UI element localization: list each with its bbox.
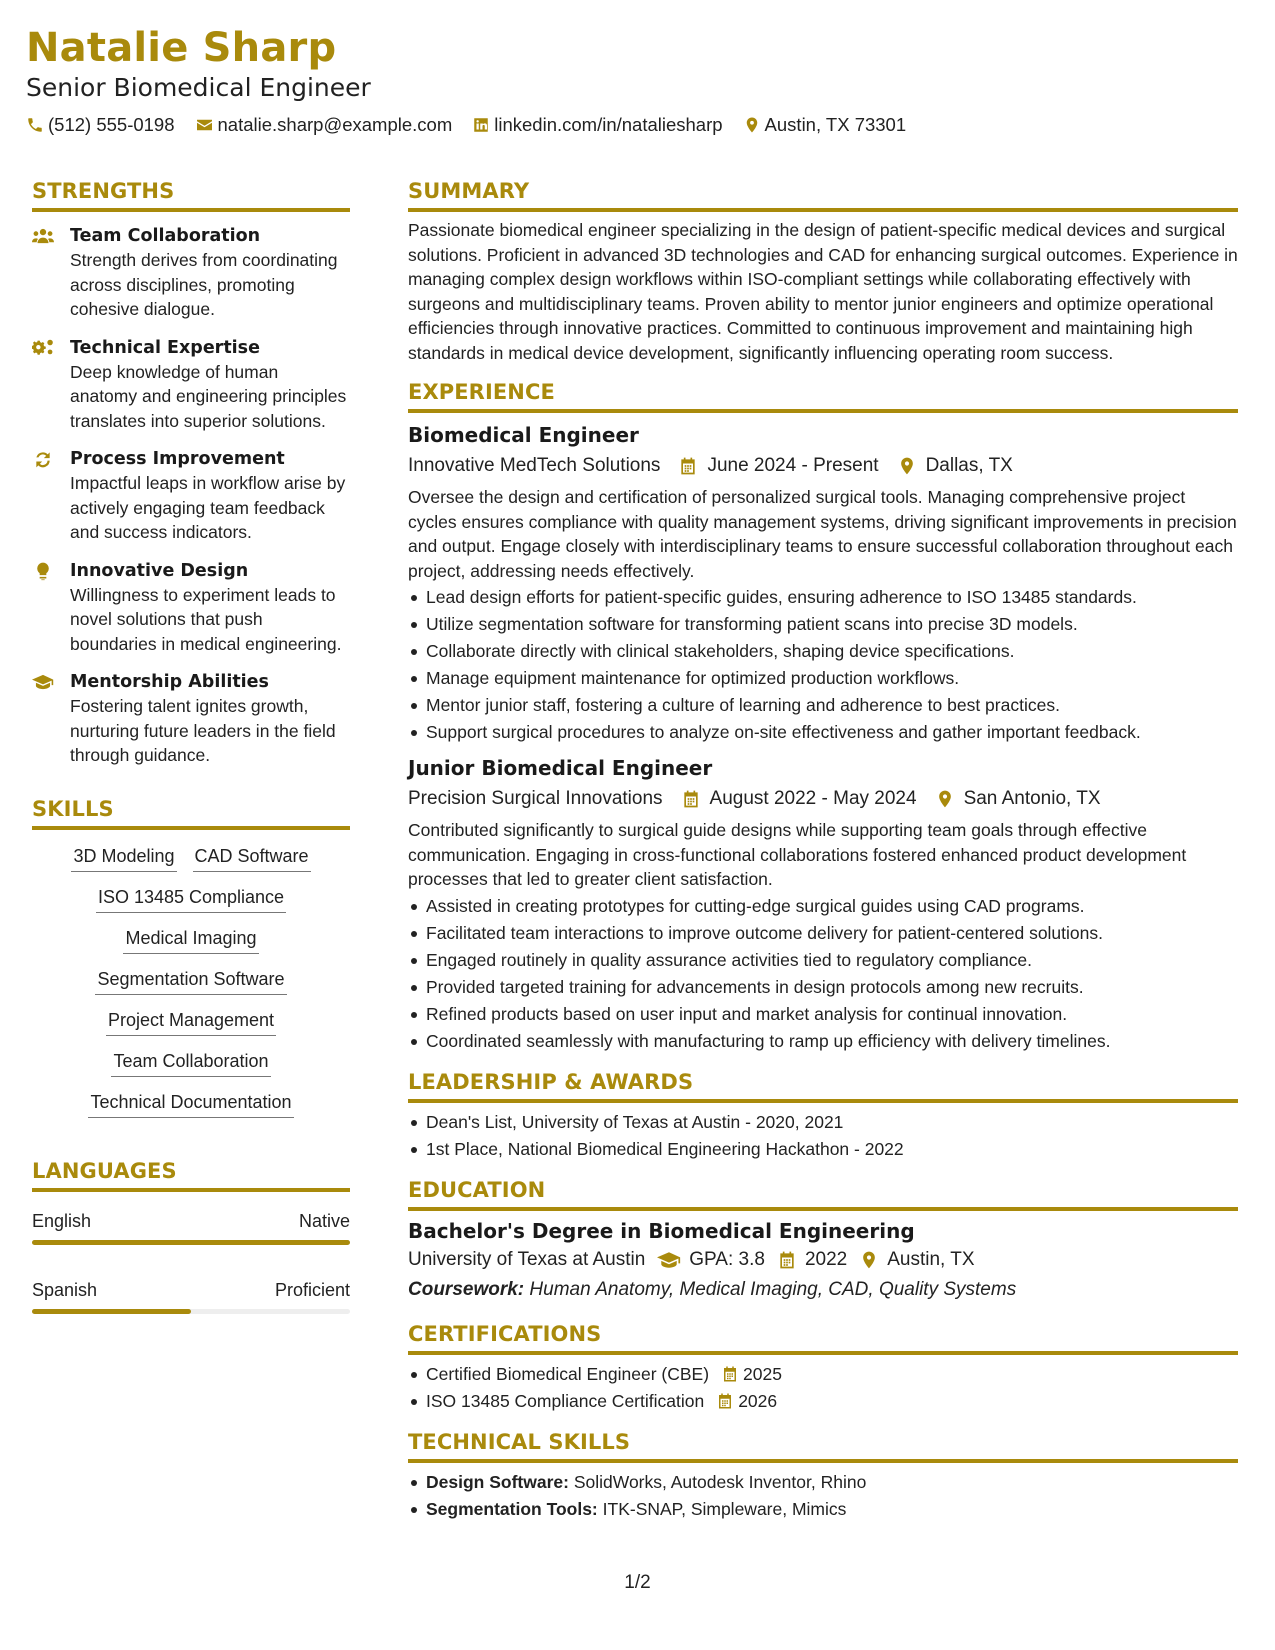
map-pin-icon [897,456,917,476]
skill-tag: Project Management [106,1008,276,1036]
education-location-group [859,1245,974,1275]
strength-desc: Willingness to experiment leads to novel solutions that push boundaries in medical engineering. [70,584,342,654]
contact-linkedin[interactable] [472,114,722,136]
technical-skills-list [408,1469,1238,1523]
job-title: Biomedical Engineer [408,423,639,447]
job-entry [408,754,1238,1055]
contact-email[interactable] [195,114,453,136]
education-coursework [408,1275,1238,1305]
certification-name: ISO 13485 Compliance Certification [426,1390,705,1411]
job-entry [408,421,1238,746]
education-year-group [777,1245,847,1275]
map-pin-icon [859,1250,879,1270]
calendar-icon [681,789,701,809]
job-location-group [897,451,1013,481]
language-level-fill [32,1309,191,1314]
job-description: Oversee the design and certification of personalized surgical tools. Managing comprehensive project cycles ensures compliance with quality management systems, driving significant improvements in precision and output. Engage closely with interdisciplinary teams to ensure successful collaboration throughout each project, addressing needs effectively. [408,487,1237,581]
strength-title: Mentorship Abilities [70,672,269,692]
language-level-bar [32,1309,350,1314]
certification-year: 2026 [738,1390,778,1411]
left-column [32,176,350,1314]
job-dates: June 2024 - Present [707,455,879,476]
job-bullet: Manage equipment maintenance for optimized production workflows. [408,665,1238,692]
job-location: San Antonio, TX [963,788,1101,809]
strength-item [32,559,350,657]
certifications-list [408,1361,1238,1415]
job-title: Junior Biomedical Engineer [408,756,713,780]
job-meta [408,451,1238,481]
job-bullet: Coordinated seamlessly with manufacturing to ramp up efficiency with delivery timelines. [408,1028,1238,1055]
strengths-list [32,224,350,768]
certification-name: Certified Biomedical Engineer (CBE) [426,1363,710,1384]
resume-header [26,24,1246,136]
skills-list [32,844,350,1118]
gears-icon [32,338,54,358]
job-dates-group [681,784,917,814]
language-item [32,1208,350,1245]
calendar-icon [777,1250,797,1270]
certification-item [408,1361,1238,1388]
technical-skill-label: Segmentation Tools: [426,1498,598,1519]
linkedin-icon [472,116,490,134]
calendar-icon [716,1392,734,1410]
language-item [32,1277,350,1314]
skill-tag: CAD Software [193,844,311,872]
graduation-cap-icon [32,672,54,692]
strength-title: Technical Expertise [70,337,260,358]
education-heading: EDUCATION [408,1175,1238,1211]
education-year: 2022 [804,1248,848,1270]
candidate-name: Natalie Sharp [26,25,337,71]
strengths-heading: STRENGTHS [32,176,350,212]
job-bullet: Utilize segmentation software for transforming patient scans into precise 3D models. [408,611,1238,638]
job-bullet: Assisted in creating prototypes for cutting-edge surgical guides using CAD programs. [408,893,1238,920]
job-location-group [935,784,1101,814]
skills-heading: SKILLS [32,794,350,830]
job-bullet: Mentor junior staff, fostering a culture of learning and adherence to best practices. [408,692,1238,719]
contact-phone [26,114,175,136]
language-level: Native [298,1210,350,1231]
experience-heading: EXPERIENCE [408,377,1238,413]
contact-row [26,114,1246,136]
job-meta [408,784,1238,814]
skill-tag: Team Collaboration [111,1049,270,1077]
language-level-fill [32,1240,350,1245]
technical-skill-value: ITK-SNAP, Simpleware, Mimics [602,1498,847,1519]
summary-text: Passionate biomedical engineer specializing in the design of patient-specific medical devices and surgical solutions. Proficient in advanced 3D technologies and CAD for enhancing surgical outcomes. Experience in managing complex design workflows within ISO-compliant settings while collaborating effectively with surgeons and multidisciplinary teams. Proven ability to mentor junior engineers and optimize operational efficiencies through innovative practices. Committed to continuous improvement and maintaining high standards in medical device development, significantly influencing operating room success. [408,220,1238,363]
job-bullet: Facilitated team interactions to improve outcome delivery for patient-centered solutions. [408,920,1238,947]
envelope-icon [195,116,214,134]
sync-icon [32,449,54,469]
certifications-heading: CERTIFICATIONS [408,1319,1238,1355]
map-pin-icon [935,789,955,809]
phone-icon [26,116,44,134]
strength-title: Innovative Design [70,560,249,581]
language-level-bar [32,1240,350,1245]
certification-item [408,1388,1238,1415]
technical-skills-heading: TECHNICAL SKILLS [408,1427,1238,1463]
job-company: Innovative MedTech Solutions [408,455,661,476]
education-meta [408,1245,1238,1275]
education-degree: Bachelor's Degree in Biomedical Engineering [408,1218,915,1243]
job-company: Precision Surgical Innovations [408,788,663,809]
skill-tag: Medical Imaging [123,926,258,954]
users-icon [32,226,54,246]
technical-skill-label: Design Software: [426,1471,569,1492]
language-level: Proficient [274,1279,350,1300]
strength-item [32,336,350,434]
contact-location [743,114,907,136]
skill-tag: Segmentation Software [95,967,286,995]
education-school: University of Texas at Austin [408,1248,646,1270]
language-name: Spanish [32,1279,98,1300]
job-bullet: Support surgical procedures to analyze on-site effectiveness and gather important feedback. [408,719,1238,746]
strength-title: Team Collaboration [70,226,261,246]
job-bullets [408,893,1238,1055]
job-bullets [408,584,1238,746]
candidate-title: Senior Biomedical Engineer [26,73,371,102]
strength-item [32,447,350,545]
job-dates: August 2022 - May 2024 [709,788,917,809]
job-dates-group [678,451,878,481]
education-location: Austin, TX [887,1248,975,1270]
job-location: Dallas, TX [925,455,1013,476]
language-name: English [32,1210,92,1231]
awards-list [408,1109,1238,1163]
technical-skill-item [408,1469,1238,1496]
coursework-label: Coursework: [408,1278,525,1300]
job-bullet: Lead design efforts for patient-specific guides, ensuring adherence to ISO 13485 standards. [408,584,1238,611]
page-number: 1/2 [624,1572,651,1593]
awards-heading: LEADERSHIP & AWARDS [408,1067,1238,1103]
phone-text: (512) 555-0198 [48,114,175,135]
education-gpa: GPA: 3.8 [689,1248,765,1270]
skill-tag: ISO 13485 Compliance [96,885,286,913]
job-bullet: Collaborate directly with clinical stakeholders, shaping device specifications. [408,638,1238,665]
location-text: Austin, TX 73301 [764,114,907,135]
graduation-cap-icon [657,1250,681,1270]
languages-heading: LANGUAGES [32,1156,350,1192]
calendar-icon [721,1365,739,1383]
job-bullet: Refined products based on user input and market analysis for continual innovation. [408,1001,1238,1028]
right-column [408,176,1238,1523]
award-item: Dean's List, University of Texas at Austin - 2020, 2021 [408,1109,1238,1136]
technical-skill-value: SolidWorks, Autodesk Inventor, Rhino [573,1471,867,1492]
map-pin-icon [743,116,761,134]
job-description: Contributed significantly to surgical guide designs while supporting team goals through effective communication. Engaging in cross-functional collaborations fostered enhanced product development processes that led to greater client satisfaction. [408,820,1187,889]
award-item: 1st Place, National Biomedical Engineering Hackathon - 2022 [408,1136,1238,1163]
skill-tag: 3D Modeling [71,844,176,872]
education-gpa-group [657,1245,765,1275]
strength-title: Process Improvement [70,449,285,469]
calendar-icon [678,456,698,476]
strength-desc: Strength derives from coordinating across disciplines, promoting cohesive dialogue. [70,250,338,319]
strength-desc: Deep knowledge of human anatomy and engineering principles translates into superior solutions. [70,361,347,431]
technical-skill-item [408,1496,1238,1523]
certification-year: 2025 [743,1363,782,1384]
job-bullet: Engaged routinely in quality assurance activities tied to regulatory compliance. [408,947,1238,974]
email-link[interactable]: natalie.sharp@example.com [217,114,453,135]
linkedin-link[interactable]: linkedin.com/in/nataliesharp [494,114,723,135]
coursework-text: Human Anatomy, Medical Imaging, CAD, Quality Systems [529,1278,1017,1300]
strength-desc: Impactful leaps in workflow arise by actively engaging team feedback and success indicators. [70,473,346,542]
lightbulb-icon [32,561,54,581]
strength-item [32,224,350,322]
job-bullet: Provided targeted training for advancements in design protocols among new recruits. [408,974,1238,1001]
skill-tag: Technical Documentation [88,1090,293,1118]
strength-item [32,670,350,768]
summary-heading: SUMMARY [408,176,1238,212]
strength-desc: Fostering talent ignites growth, nurturing future leaders in the field through guidance. [70,696,336,765]
